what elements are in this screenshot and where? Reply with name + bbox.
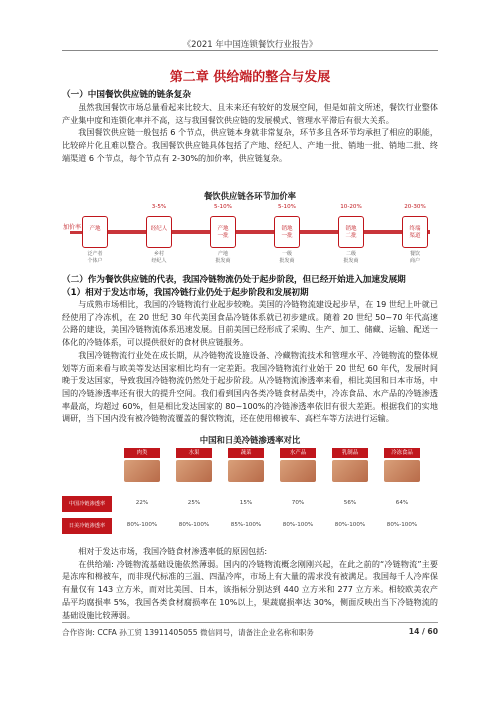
penetration-value: 80%-100%	[126, 522, 158, 528]
category-image	[176, 460, 212, 482]
category-label: 乳制品	[332, 448, 368, 458]
penetration-value: 56%	[343, 500, 357, 506]
chain-node: 产地 一批	[210, 216, 236, 248]
category-image	[280, 460, 316, 482]
penetration-value: 80%-100%	[282, 522, 314, 528]
category-label: 水产品	[280, 448, 316, 458]
supply-chain-chart	[62, 204, 438, 266]
chain-node-sub: 一级 批发商	[279, 251, 295, 264]
chain-node-sub: 产地 批发商	[215, 251, 231, 264]
section-subheading-2: （1）相对于发达市场，我国冷链行业仍处于起步阶段和发展初期	[62, 288, 309, 298]
page-number: 14 / 60	[408, 627, 438, 636]
paragraph: 在供给端: 冷链物流基础设施依然薄弱。国内的冷链物流概念刚刚兴起，在此之前的“冷链物流”主要是冻库和棉被车，而非现代标准的三温、四温冷库，市场上有大量的需求没有被满足。我国每千人冷库保有量仅有 143 立方米，而对比美国、日本，该指标分别达到 440 立方米和 277 立方米。相较欧美农产品平均腐损率 5%，我国各类食材腐损率在 10%以上，果蔬腐损率达 30%，侧面反映出当下冷链物流的基础设施比较薄弱。	[62, 558, 438, 620]
chain-node-sub: 二级 批发商	[343, 251, 359, 264]
chain-node: 产地	[82, 216, 108, 248]
section-heading-1: （一）中国餐饮供应链的链条复杂	[62, 90, 191, 100]
chain-markup-rate: 5-10%	[213, 204, 232, 210]
category-label: 水果	[176, 448, 212, 458]
paragraph: 我国餐饮供应链一般包括 6 个节点，供应链本身就非常复杂，环节多且各环节均承担了相应的职能，比较碎片化且难以整合。我国餐饮供应链具体包括了产地、经纪人、产地一批、销地一批、销地二批、终端渠道 6 个节点，每个节点有 2-30%的加价率，供应链复杂。	[62, 127, 438, 163]
chain-chart-title: 餐饮供应链各环节加价率	[203, 191, 297, 201]
penetration-value: 80%-100%	[334, 522, 366, 528]
penetration-value: 25%	[187, 500, 201, 506]
header-divider	[62, 50, 438, 51]
footer-divider	[62, 622, 438, 623]
row-label-us-japan: 日美冷链渗透率	[62, 518, 112, 534]
category-image	[384, 460, 420, 482]
paragraph: 相对于发达市场，我国冷链食材渗透率低的原因包括:	[78, 546, 268, 556]
penetration-value: 85%-100%	[230, 522, 262, 528]
category-image	[228, 460, 264, 482]
chain-node-sub: 泛产者 个体户	[87, 251, 103, 264]
section-1-body	[62, 101, 438, 165]
penetration-value: 22%	[135, 500, 149, 506]
category-label: 蔬菜	[228, 448, 264, 458]
chain-markup-rate: 5-10%	[277, 204, 296, 210]
paragraph: 与成熟市场相比，我国的冷链物流行业起步较晚。美国的冷链物流建设起步早，在 19 世纪上叶就已经使用了冷冻机，在 20 世纪 30 年代美国食品冷链体系就已初步建成。随着 20 世纪 50~70 年代高速公路的建设，美国冷链物流体系迅速发展。目前美国已经形成了采购、生产、加工、储藏、运输、配送一体化的冷链体系，可以提供很好的食材供应链服务。	[62, 299, 438, 348]
paragraph: 我国冷链物流行业处在成长期，从冷链物流设施设备、冷藏物流技术和管理水平、冷链物流的整体规划等方面来看与欧美等发达国家相比均有一定差距。我国冷链物流行业始于 20 世纪 60 年代，发展时间晚于发达国家，导致我国冷链物流仍然处于起步阶段。从冷链物流渗透率来看，相比美国和日本市场，中国的冷链渗透率还有很大的提升空间。我们看到国内各类冷链食材品类中，冷冻食品、水产品的冷链渗透率最高，均超过 60%，但是相比发达国家的 80~100%的冷链渗透率依旧有很大差距。根据我们的实地调研，当下国内没有被冷链物流覆盖的餐饮物流，还在使用棉被车、高栏车等方法进行运输。	[62, 349, 438, 424]
category-label: 肉类	[124, 448, 160, 458]
category-label: 冷冻食品	[384, 448, 420, 458]
penetration-value: 80%-100%	[178, 522, 210, 528]
section-2-body	[62, 298, 438, 425]
page-header: 《2021 年中国连锁餐饮行业报告》	[182, 40, 318, 50]
chain-tag: 加价率	[63, 224, 82, 231]
chain-markup-rate: 20-30%	[404, 204, 426, 210]
chain-node: 经纪人	[146, 216, 172, 248]
chain-arrow-line	[70, 230, 430, 234]
penetration-value: 70%	[291, 500, 305, 506]
chain-node-sub: 乡村 经纪人	[151, 251, 167, 264]
chain-markup-rate: 3-5%	[151, 204, 167, 210]
chain-node: 销地 二批	[338, 216, 364, 248]
coldchain-chart-title: 中国和日美冷链渗透率对比	[199, 435, 301, 445]
penetration-value: 64%	[395, 500, 409, 506]
chain-node-sub: 餐饮 商户	[409, 251, 420, 264]
chapter-title: 第二章 供给端的整合与发展	[169, 70, 331, 85]
chain-node: 销地 一批	[274, 216, 300, 248]
footer-contact: 合作咨询: CCFA 孙工贸 13911405055 微信同号，请备注企业名称和职务	[62, 628, 314, 637]
penetration-value: 80%-100%	[386, 522, 418, 528]
chain-markup-rate: 10-20%	[340, 204, 362, 210]
chain-node: 终端 渠道	[402, 216, 428, 248]
category-image	[124, 460, 160, 482]
penetration-value: 15%	[239, 500, 253, 506]
paragraph: 虽然我国餐饮市场总量看起来比较大、且未来还有较好的发展空间，但是如前文所述，餐饮行业整体产业集中度和连锁化率并不高，这与我国餐饮供应链的发展模式、管理水平滞后有很大关系。	[62, 102, 438, 125]
row-label-china: 中国冷链渗透率	[62, 496, 112, 512]
section-heading-2: （二）作为餐饮供应链的代表，我国冷链物流仍处于起步阶段，但已经开始进入加速发展期	[62, 275, 406, 285]
footer	[62, 627, 438, 638]
coldchain-chart	[62, 448, 438, 536]
category-image	[332, 460, 368, 482]
section-3-body	[62, 545, 438, 621]
